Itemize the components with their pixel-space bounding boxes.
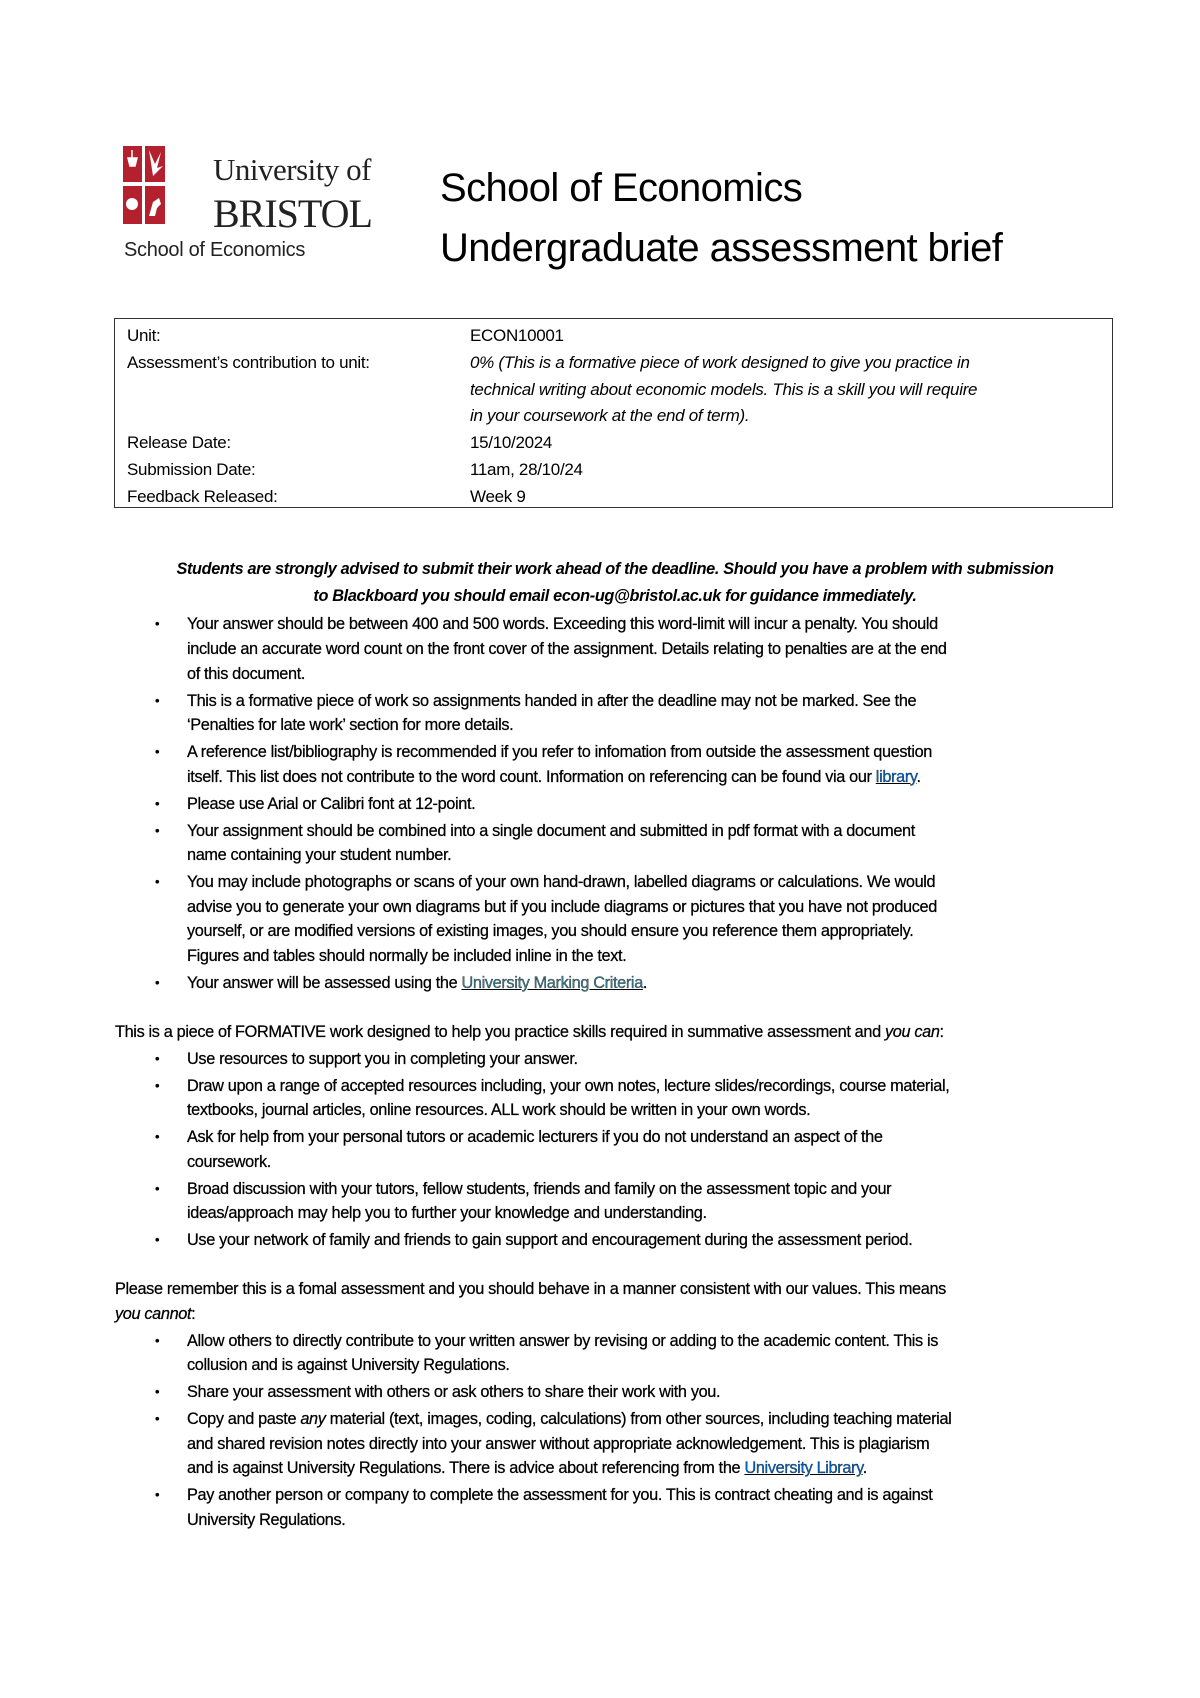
can-list bbox=[115, 1047, 1115, 1253]
contribution-value-line: 0% (This is a formative piece of work designed to give you practice in bbox=[470, 353, 970, 372]
line: • Share your assessment with others or ask others to share their work with you. bbox=[187, 1383, 721, 1402]
library-link[interactable]: library bbox=[875, 767, 917, 786]
list-item bbox=[115, 689, 1115, 738]
list-item bbox=[115, 1483, 1115, 1532]
period: . bbox=[862, 1459, 867, 1478]
line: and is against University Regulations. There is advice about referencing from the bbox=[187, 1459, 745, 1478]
university-library-link[interactable]: University Library bbox=[744, 1459, 863, 1478]
line: • Allow others to directly contribute to your written answer by revising or adding to the academic content. This is bbox=[187, 1331, 939, 1350]
list-item bbox=[115, 1407, 1115, 1481]
contribution-value-line: in your coursework at the end of term). bbox=[470, 406, 750, 425]
line: • Draw upon a range of accepted resources including, your own notes, lecture slides/recordings, course material, bbox=[187, 1076, 950, 1095]
line: itself. This list does not contribute to the word count. Information on referencing can be found via our bbox=[187, 767, 876, 786]
line: • Your assignment should be combined into a single document and submitted in pdf format with a document bbox=[187, 821, 915, 840]
intro-emphasis: you can bbox=[884, 1022, 940, 1041]
unit-value: ECON10001 bbox=[470, 326, 564, 345]
line: ideas/approach may help you to further your knowledge and understanding. bbox=[187, 1204, 707, 1223]
list-item bbox=[115, 819, 1115, 868]
line: • You may include photographs or scans of your own hand-drawn, labelled diagrams or calculations. We would bbox=[187, 873, 936, 892]
cannot-list bbox=[115, 1329, 1115, 1533]
rules-list bbox=[115, 612, 1115, 995]
colon: : bbox=[191, 1304, 196, 1323]
line: • Use your network of family and friends to gain support and encouragement during the assessment period. bbox=[187, 1231, 913, 1250]
line: name containing your student number. bbox=[187, 846, 452, 865]
cannot-intro bbox=[115, 1277, 1115, 1326]
line: Copy and paste bbox=[187, 1410, 301, 1429]
list-item bbox=[115, 1228, 1115, 1253]
line: of this document. bbox=[187, 664, 306, 683]
intro-text: Please remember this is a fomal assessment and you should behave in a manner consistent with our values. This means bbox=[115, 1279, 946, 1298]
line: coursework. bbox=[187, 1152, 271, 1171]
page-subtitle: Undergraduate assessment brief bbox=[440, 226, 1003, 270]
marking-criteria-link[interactable]: University Marking Criteria bbox=[461, 974, 643, 993]
colon: : bbox=[939, 1022, 944, 1041]
list-item bbox=[115, 870, 1115, 968]
logo-text-university: University of bbox=[213, 152, 371, 187]
university-crest-icon bbox=[123, 146, 165, 224]
intro-emphasis: you cannot bbox=[115, 1304, 192, 1323]
feedback-label: Feedback Released: bbox=[127, 487, 278, 506]
line: material (text, images, coding, calculations) from other sources, including teaching material bbox=[325, 1410, 952, 1429]
list-item bbox=[115, 1125, 1115, 1174]
line: • Your answer should be between 400 and 500 words. Exceeding this word-limit will incur a penalty. You should bbox=[187, 615, 938, 634]
assessment-info-table bbox=[114, 318, 1113, 508]
line: advise you to generate your own diagrams but if you include diagrams or pictures that you have not produced bbox=[187, 897, 937, 916]
logo-subtitle: School of Economics bbox=[124, 239, 306, 261]
contribution-label: Assessment’s contribution to unit: bbox=[127, 353, 370, 372]
line: • Pay another person or company to complete the assessment for you. This is contract cheating and is against bbox=[187, 1486, 933, 1505]
submission-value: 11am, 28/10/24 bbox=[470, 460, 583, 479]
list-item bbox=[115, 1074, 1115, 1123]
intro-text: This is a piece of FORMATIVE work designed to help you practice skills required in summative assessment and bbox=[115, 1022, 885, 1041]
line: Your answer will be assessed using the bbox=[187, 974, 462, 993]
logo-text-bristol: BRISTOL bbox=[213, 191, 372, 236]
release-label: Release Date: bbox=[127, 433, 231, 452]
list-item bbox=[115, 1380, 1115, 1405]
feedback-value: Week 9 bbox=[470, 487, 526, 506]
line: ‘Penalties for late work’ section for more details. bbox=[187, 716, 514, 735]
list-item bbox=[115, 1047, 1115, 1072]
document-body bbox=[115, 556, 1115, 1532]
page-title: School of Economics bbox=[440, 166, 803, 210]
line: textbooks, journal articles, online resources. ALL work should be written in your own words. bbox=[187, 1101, 811, 1120]
line: • Use resources to support you in completing your answer. bbox=[187, 1049, 578, 1068]
unit-label: Unit: bbox=[127, 326, 161, 345]
list-item bbox=[115, 612, 1115, 686]
period: . bbox=[642, 974, 648, 993]
submission-notice bbox=[115, 556, 1115, 610]
list-item bbox=[115, 740, 1115, 789]
release-value: 15/10/2024 bbox=[470, 433, 553, 452]
notice-line: to Blackboard you should email econ-ug@bristol.ac.uk for guidance immediately. bbox=[313, 587, 917, 605]
line: yourself, or are modified versions of existing images, you should ensure you reference them appropriately. bbox=[187, 922, 914, 941]
line: • A reference list/bibliography is recommended if you refer to infomation from outside the assessment question bbox=[187, 743, 933, 762]
line: University Regulations. bbox=[187, 1510, 346, 1529]
period: . bbox=[916, 767, 921, 786]
emphasis: any bbox=[300, 1410, 326, 1429]
can-intro bbox=[115, 1020, 1115, 1045]
line: • This is a formative piece of work so assignments handed in after the deadline may not be marked. See the bbox=[187, 691, 917, 710]
list-item bbox=[115, 1329, 1115, 1378]
submission-label: Submission Date: bbox=[127, 460, 256, 479]
contribution-value-line: technical writing about economic models. This is a skill you will require bbox=[470, 380, 978, 399]
line: Figures and tables should normally be included inline in the text. bbox=[187, 947, 627, 966]
line: • Broad discussion with your tutors, fellow students, friends and family on the assessment topic and your bbox=[187, 1179, 892, 1198]
line: collusion and is against University Regulations. bbox=[187, 1356, 510, 1375]
line: include an accurate word count on the front cover of the assignment. Details relating to penalties are at the end bbox=[187, 639, 947, 658]
line: • Ask for help from your personal tutors or academic lecturers if you do not understand an aspect of the bbox=[187, 1128, 883, 1147]
notice-line: Students are strongly advised to submit their work ahead of the deadline. Should you have a problem with submission bbox=[176, 560, 1054, 578]
list-item bbox=[115, 792, 1115, 817]
list-item bbox=[115, 971, 1115, 996]
list-item bbox=[115, 1177, 1115, 1226]
line: • Please use Arial or Calibri font at 12-point. bbox=[187, 794, 476, 813]
line: and shared revision notes directly into your answer without appropriate acknowledgement. This is plagiarism bbox=[187, 1434, 930, 1453]
